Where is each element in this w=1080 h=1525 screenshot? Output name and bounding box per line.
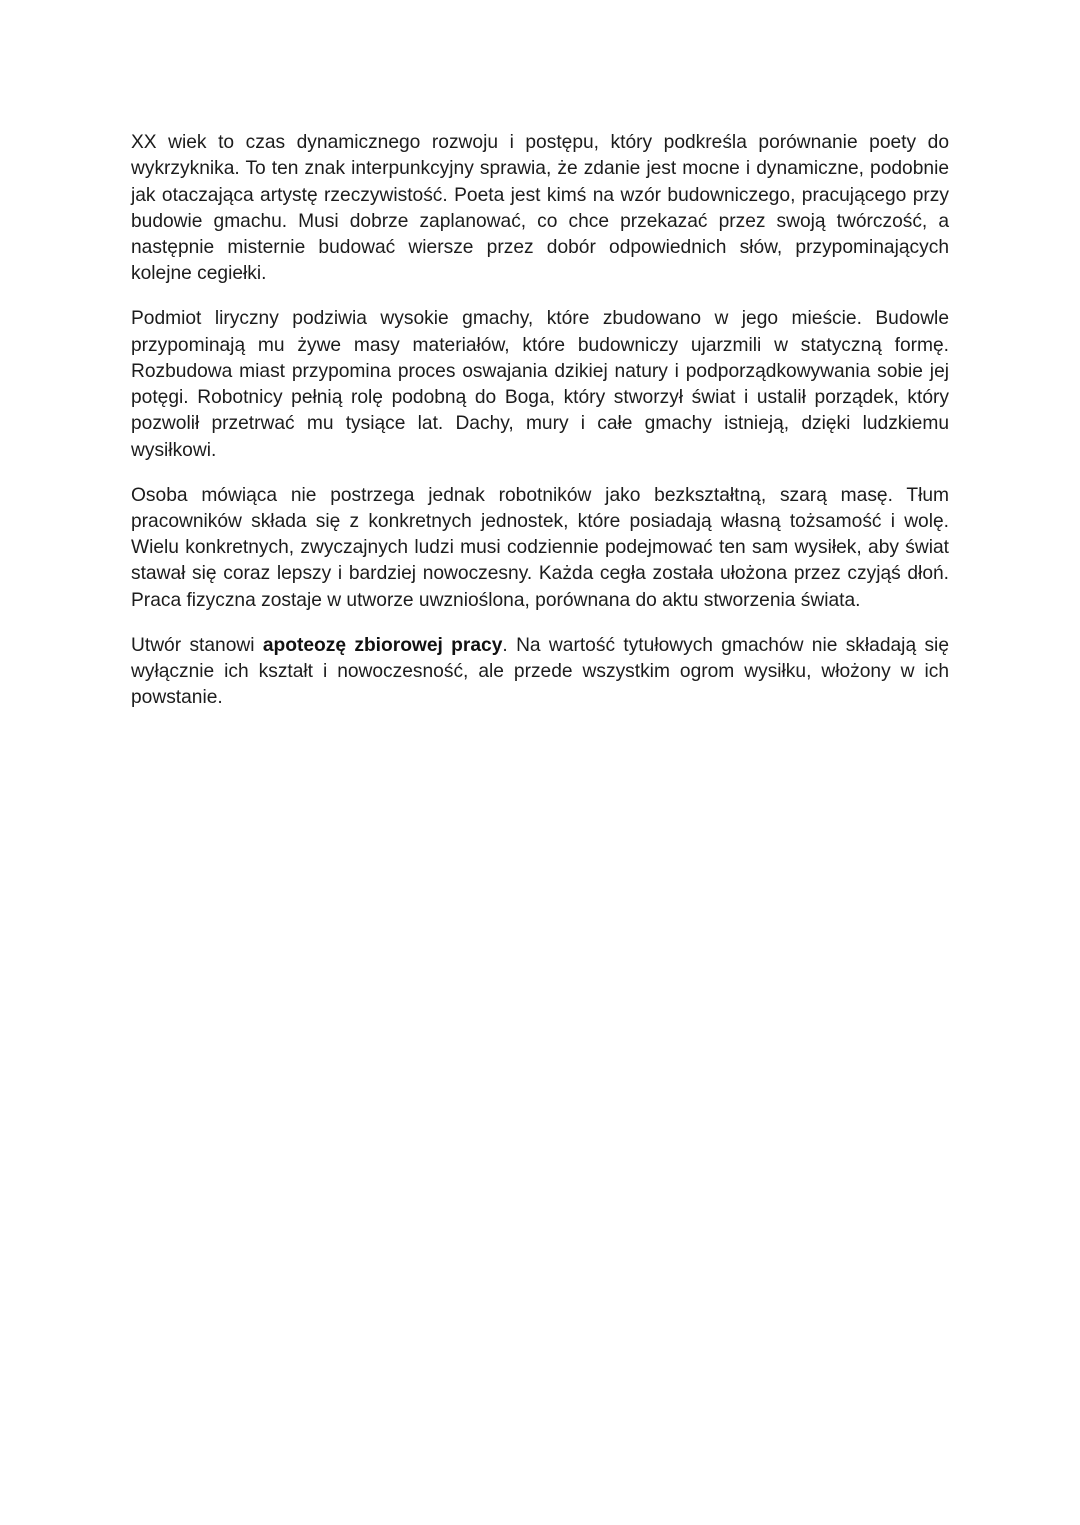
paragraph-3: Osoba mówiąca nie postrzega jednak robotników jako bezkształtną, szarą masę. Tłum pracowników składa się z konkretnych jednostek, które posiadają własną tożsamość i wolę. Wielu konkretnych, zwyczajnych ludzi musi codziennie podejmować ten sam wysiłek, aby świat stawał się coraz lepszy i bardziej nowoczesny. Każda cegła została ułożona przez czyjąś dłoń. Praca fizyczna zostaje w utworze uwznioślona, porównana do aktu stworzenia świata. bbox=[131, 484, 949, 611]
paragraph-4 bbox=[131, 633, 949, 712]
paragraph-1: XX wiek to czas dynamicznego rozwoju i postępu, który podkreśla porównanie poety do wykrzyknika. To ten znak interpunkcyjny sprawia, że zdanie jest mocne i dynamiczne, podobnie jak otaczająca artystę rzeczywistość. Poeta jest kimś na wzór budowniczego, pracującego przy budowie gmachu. Musi dobrze zaplanować, co chce przekazać przez swoją twórczość, a następnie misternie budować wiersze przez dobór odpowiednich słów, przypominających kolejne cegiełki. bbox=[131, 132, 949, 285]
paragraph-4-lead: Utwór stanowi bbox=[131, 634, 263, 656]
paragraph-4-rest: . Na wartość tytułowych gmachów nie składają się wyłącznie ich kształt i nowoczesność, ale przede wszystkim ogrom wysiłku, włożony w ich powstanie. bbox=[131, 634, 949, 709]
document-body bbox=[131, 130, 949, 730]
emphasis-text: apoteozę zbiorowej pracy bbox=[262, 634, 503, 656]
paragraph-2: Podmiot liryczny podziwia wysokie gmachy, które zbudowano w jego mieście. Budowle przypominają mu żywe masy materiałów, które budowniczy ujarzmili w statyczną formę. Rozbudowa miast przypomina proces oswajania dzikiej natury i podporządkowywania sobie jej potęgi. Robotnicy pełnią rolę podobną do Boga, który stworzył świat i ustalił porządek, który pozwolił przetrwać mu tysiące lat. Dachy, mury i całe gmachy istnieją, dzięki ludzkiemu wysiłkowi. bbox=[131, 308, 949, 461]
